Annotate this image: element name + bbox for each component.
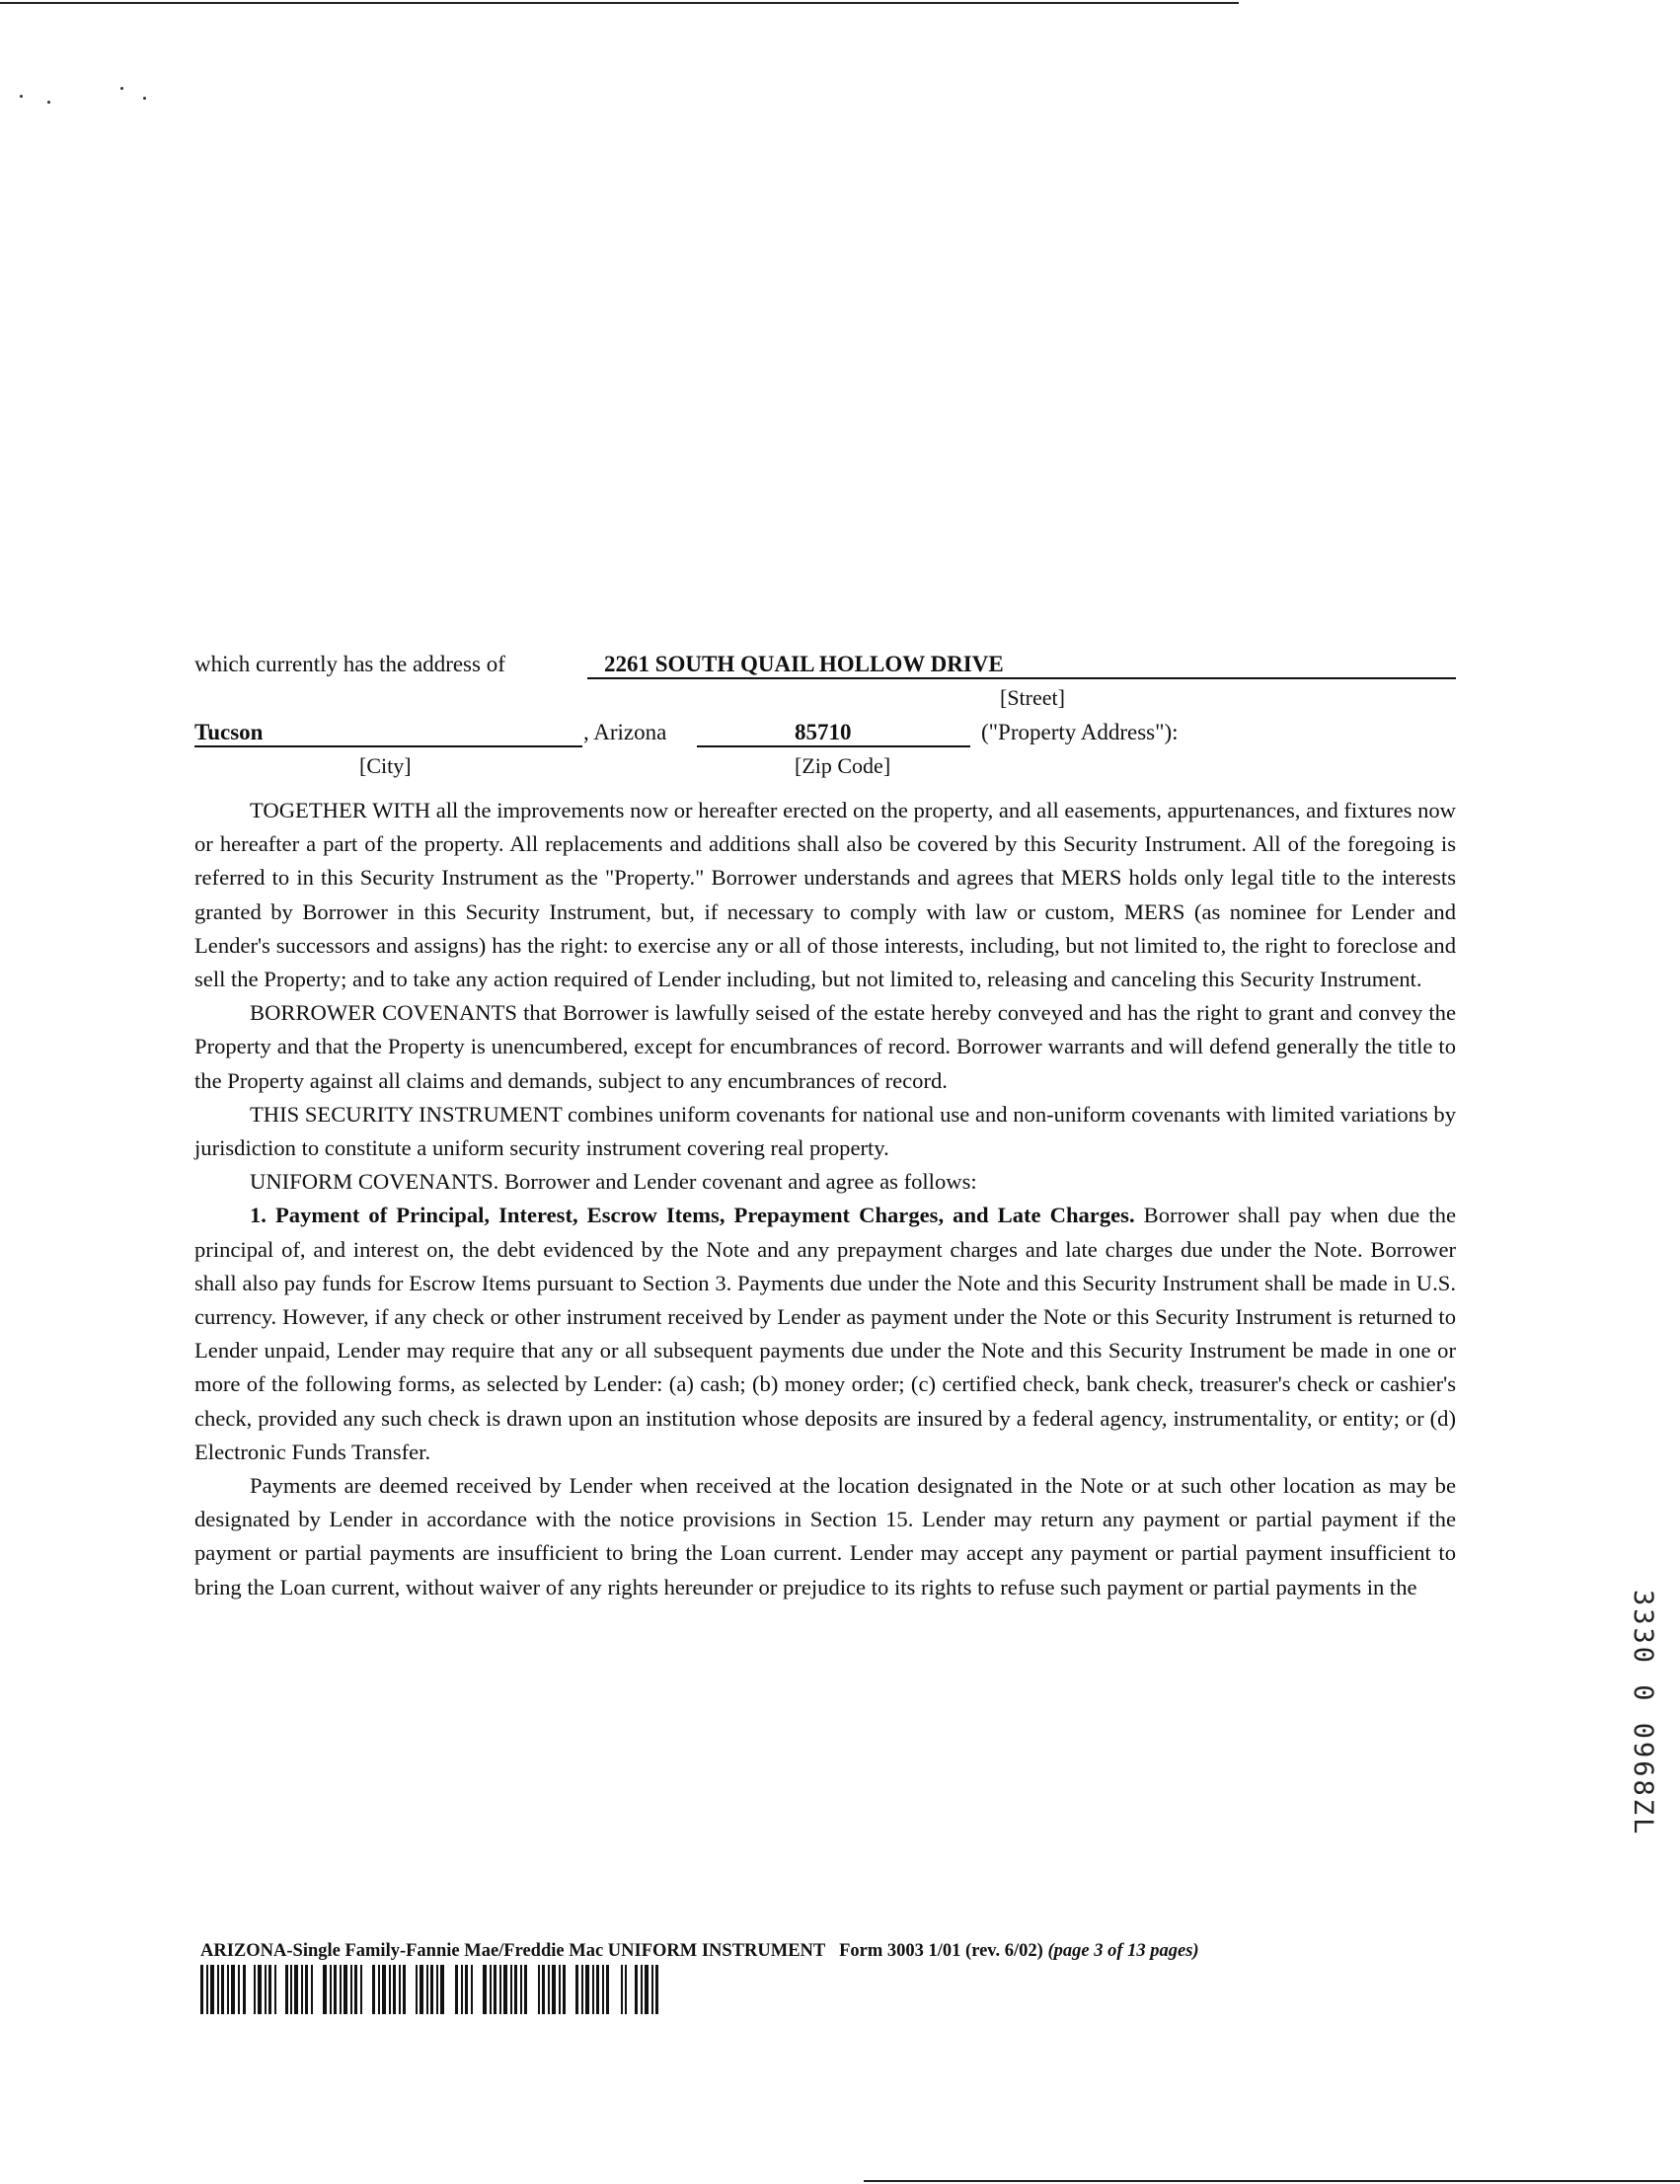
address-intro: which currently has the address of (194, 652, 505, 676)
document-side-code: 3330 0 0968ZL (1628, 1590, 1658, 1837)
scan-speck (47, 101, 50, 104)
city-value: Tucson (194, 720, 264, 744)
bottom-border-line (864, 2180, 1680, 2182)
borrower-covenants-paragraph: BORROWER COVENANTS that Borrower is lawfully seised of the estate hereby conveyed and has the right to grant and convey the Property and that the Property is unencumbered, except for encumbrances of record. Borrower warrants and will defend generally the title to the Property against all claims and demands, subject to any encumbrances of record. (194, 1000, 1456, 1093)
zip-underline (697, 745, 970, 747)
street-address: 2261 SOUTH QUAIL HOLLOW DRIVE (604, 652, 1004, 676)
scan-speck (20, 95, 23, 98)
this-security-instrument-paragraph: THIS SECURITY INSTRUMENT combines uniform covenants for national use and non-uniform covenants with limited variations by jurisdiction to constitute a uniform security instrument covering real property. (194, 1101, 1456, 1161)
payments-deemed-paragraph: Payments are deemed received by Lender when received at the location designated in the Note or at such other location as may be designated by Lender in accordance with the notice provisions in Section 15. Lender may return any payment or partial payment if the payment or partial payments are insufficient to bring the Loan current. Lender may accept any payment or partial payment insufficient to bring the Loan current, without waiver of any rights hereunder or prejudice to its rights to refuse such payment or partial payments in the (194, 1473, 1456, 1599)
scan-speck (143, 97, 146, 100)
scan-speck (120, 87, 123, 90)
city-underline (194, 745, 582, 747)
section-1-heading: 1. Payment of Principal, Interest, Escrow Items, Prepayment Charges, and Late Charges. (250, 1203, 1135, 1228)
zip-caption: [Zip Code] (795, 753, 891, 778)
section-1-body: Borrower shall pay when due the principal of, and interest on, the debt evidenced by the Note and any prepayment charges and late charges due under the Note. Borrower shall also pay funds for Escrow Items pursuant to Section 3. Payments due under the Note and this Security Instrument shall be made in U.S. currency. However, if any check or other instrument received by Lender as payment under the Note or this Security Instrument is returned to Lender unpaid, Lender may require that any or all subsequent payments due under the Note and this Security Instrument be made in one or more of the following forms, as selected by Lender: (a) cash; (b) money order; (c) certified check, bank check, treasurer's check or cashier's check, provided any such check is drawn upon an institution whose deposits are insured by a federal agency, instrumentality, or entity; or (d) Electronic Funds Transfer. (194, 1203, 1457, 1464)
uniform-covenants-paragraph: UNIFORM COVENANTS. Borrower and Lender covenant and agree as follows: (250, 1169, 977, 1195)
body-text (194, 794, 1456, 1604)
form-footer (200, 1940, 1199, 1962)
barcode (200, 1965, 658, 2014)
section-1-paragraph (194, 1199, 1456, 1469)
form-title: ARIZONA-Single Family-Fannie Mae/Freddie Mac UNIFORM INSTRUMENT (200, 1941, 826, 1961)
street-underline (587, 677, 1456, 679)
together-with-paragraph: TOGETHER WITH all the improvements now or hereafter erected on the property, and all easements, appurtenances, and fixtures now or hereafter a part of the property. All replacements and additions shall also be covered by this Security Instrument. All of the foregoing is referred to in this Security Instrument as the "Property." Borrower understands and agrees that MERS holds only legal title to the interests granted by Borrower in this Security Instrument, but, if necessary to comply with law or custom, MERS (as nominee for Lender and Lender's successors and assigns) has the right: to exercise any or all of those interests, including, but not limited to, the right to foreclose and sell the Property; and to take any action required of Lender including, but not limited to, releasing and canceling this Security Instrument. (194, 798, 1456, 992)
page-info: (page 3 of 13 pages) (1047, 1941, 1199, 1961)
top-border-line (0, 2, 1239, 4)
zip-value: 85710 (795, 720, 852, 744)
state-label: , Arizona (583, 720, 667, 744)
form-number: Form 3003 1/01 (rev. 6/02) (839, 1941, 1043, 1961)
property-address-label: ("Property Address"): (981, 720, 1179, 744)
street-caption: [Street] (1000, 685, 1065, 710)
city-caption: [City] (359, 753, 412, 778)
